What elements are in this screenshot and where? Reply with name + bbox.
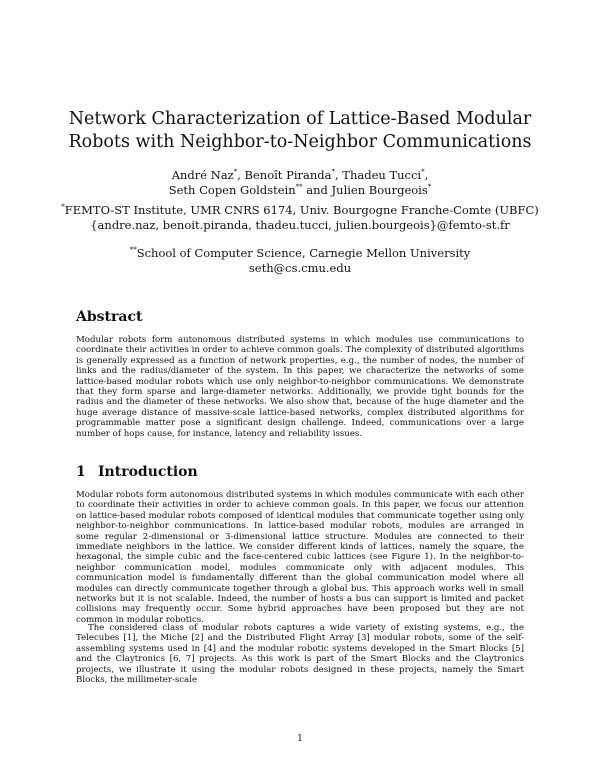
affiliation-marker: * <box>61 203 65 212</box>
author-list <box>60 168 540 198</box>
authors-line-2: Seth Copen Goldstein** and Julien Bourgeois* <box>168 183 432 197</box>
affiliation-femto-emails: {andre.naz, benoit.piranda, thadeu.tucci, julien.bourgeois}@femto-st.fr <box>90 218 510 232</box>
title-line-1: Network Characterization of Lattice-Based Modular <box>68 109 532 129</box>
affiliation-femto-name: *FEMTO-ST Institute, UMR CNRS 6174, Univ. Bourgogne Franche-Comte (UBFC) <box>61 203 539 217</box>
affiliation-marker: * <box>427 183 432 192</box>
affiliation-marker: * <box>331 168 335 177</box>
affiliation-marker: ** <box>129 246 137 255</box>
abstract-heading: Abstract <box>76 309 143 325</box>
introduction-paragraph-1: Modular robots form autonomous distributed systems in which modules communicate with each other to coordinate their activities in order to achieve common goals. In this paper, we focus our attention on lattice-based modular robots composed of identical modules that communicate together using only neighbor-to-neighbor communications. In lattice-based modular robots, modules are arranged in some regular 2-dimensional or 3-dimensional lattice structure. Modules are connected to their immediate neighbors in the lattice. We consider different kinds of lattices, namely the square, the hexagonal, the simple cubic and the face-centered cubic lattices (see Figure 1). In the neighbor-to-neighbor communication model, modules communicate only with adjacent modules. This communication model is fundamentally different than the global communication model where all modules can directly communicate together through a global bus. This approach works well in small networks but it is not scalable. Indeed, the number of hosts a bus can support is limited and packet collisions may frequently occur. Some hybrid approaches have been proposed but they are not common in modular robotics. <box>76 490 524 625</box>
paper-title <box>40 108 560 154</box>
page-number: 1 <box>297 734 303 744</box>
affiliation-marker: ** <box>295 183 303 192</box>
title-line-2: Robots with Neighbor-to-Neighbor Communications <box>68 132 532 152</box>
affiliation-femto <box>40 203 560 233</box>
affiliation-marker: * <box>421 168 425 177</box>
authors-line-1: André Naz*, Benoît Piranda*, Thadeu Tucci*, <box>171 168 429 182</box>
affiliation-cmu-email: seth@cs.cmu.edu <box>248 261 352 275</box>
affiliation-cmu <box>40 246 560 276</box>
introduction-heading <box>76 464 198 480</box>
affiliation-cmu-name: **School of Computer Science, Carnegie Mellon University <box>129 246 471 260</box>
affiliation-marker: * <box>233 168 238 177</box>
section-title: Introduction <box>98 464 198 480</box>
section-number: 1 <box>76 464 86 480</box>
introduction-paragraph-2: The considered class of modular robots captures a wide variety of existing systems, e.g., the Telecubes [1], the Miche [2] and the Distributed Flight Array [3] modular robots, some of the self-assembling systems used in [4] and the modular robotic systems developed in the Smart Blocks [5] and the Claytronics [6, 7] projects. As this work is part of the Smart Blocks and the Claytronics projects, we illustrate it using the modular robots designed in these projects, namely the Smart Blocks, the millimeter-scale <box>76 623 524 686</box>
abstract-text: Modular robots form autonomous distributed systems in which modules use communications to coordinate their activities in order to achieve common goals. The complexity of distributed algorithms is generally expressed as a function of network properties, e.g., the number of nodes, the number of links and the radius/diameter of the system. In this paper, we characterize the networks of some lattice-based modular robots which use only neighbor-to-neighbor communications. We demonstrate that they form sparse and large-diameter networks. Additionally, we provide tight bounds for the radius and the diameter of these networks. We also show that, because of the huge diameter and the huge average distance of massive-scale lattice-based networks, complex distributed algorithms for programmable matter pose a significant design challenge. Indeed, communications over a large number of hops cause, for instance, latency and reliability issues. <box>76 335 524 439</box>
